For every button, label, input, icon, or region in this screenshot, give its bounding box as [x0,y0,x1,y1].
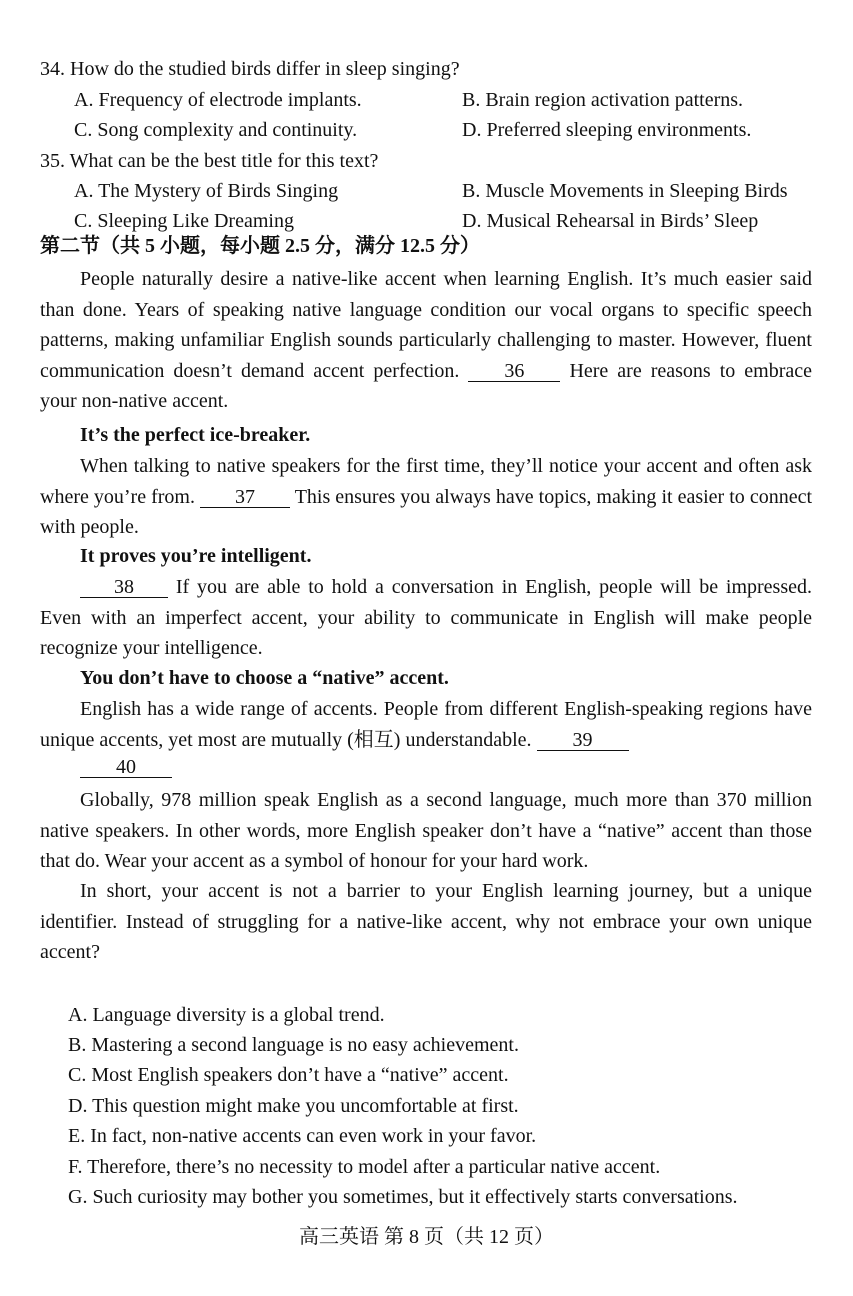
choice-e: E. In fact, non-native accents can even work in your favor. [68,1125,537,1147]
q34-option-a: A. Frequency of electrode implants. [74,89,362,111]
passage-paragraph-6: In short, your accent is not a barrier to your English learning journey, but a unique identifier. Instead of struggling for a native-like accent, why not embrace your own unique accent? [40,880,812,963]
passage-paragraph-5: Globally, 978 million speak English as a second language, much more than 370 million native speakers. In other words, more English speaker don’t have a “native” accent than those that do. Wear your accent as a symbol of honour for your hard work. [40,789,812,872]
choice-a: A. Language diversity is a global trend. [68,1004,385,1026]
q35-option-d: D. Musical Rehearsal in Birds’ Sleep [462,210,759,232]
paragraph-text: If you are able to hold a conversation in English, people will be impressed. Even with an imperfect accent, your ability to communicate in English will make people recognize your intelligence. [40,576,812,659]
blank-38: 38 [80,577,168,598]
q35-option-b: B. Muscle Movements in Sleeping Birds [462,180,788,202]
blank-36: 36 [468,361,560,382]
passage-heading-1: It’s the perfect ice-breaker. [80,424,311,446]
blank-40: 40 [80,757,172,778]
choice-g: G. Such curiosity may bother you sometimes, but it effectively starts conversations. [68,1186,738,1208]
choice-b: B. Mastering a second language is no easy achievement. [68,1034,519,1056]
q34-option-d: D. Preferred sleeping environments. [462,119,752,141]
q34-option-c: C. Song complexity and continuity. [74,119,358,141]
q35-stem: 35. What can be the best title for this text? [40,150,379,172]
passage-heading-2: It proves you’re intelligent. [80,545,312,567]
paragraph-text: English has a wide range of accents. People from different English-speaking regions have unique accents, yet most are mutually (相互) understandable. [40,698,812,751]
choice-f: F. Therefore, there’s no necessity to model after a particular native accent. [68,1156,661,1178]
passage-paragraph-1 [40,264,812,417]
passage-paragraph-2 [40,451,812,543]
q34-option-b: B. Brain region activation patterns. [462,89,744,111]
paragraph-text: Here are reasons to embrace your non-native accent. [40,359,813,412]
page-footer: 高三英语 第 8 页（共 12 页） [299,1226,554,1248]
passage-paragraph-3 [40,572,812,664]
passage-paragraph-4 [40,694,812,755]
q34-stem: 34. How do the studied birds differ in sleep singing? [40,58,460,80]
paragraph-text: This ensures you always have topics, making it easier to connect with people. [40,485,813,538]
choice-c: C. Most English speakers don’t have a “native” accent. [68,1064,509,1086]
q35-option-a: A. The Mystery of Birds Singing [74,180,339,202]
section-title: 第二节（共 5 小题，每小题 2.5 分，满分 12.5 分） [40,235,480,257]
paragraph-text: People naturally desire a native-like accent when learning English. It’s much easier said than done. Years of speaking native language condition our vocal organs to specific speech patterns, making unfamiliar English sounds particularly challenging to master. However, fluent communication doesn’t demand accent perfection. [40,268,812,382]
q35-option-c: C. Sleeping Like Dreaming [74,210,294,232]
blank-39: 39 [537,730,629,751]
passage-heading-3: You don’t have to choose a “native” accent. [80,667,449,689]
blank-37: 37 [200,487,290,508]
choice-d: D. This question might make you uncomfortable at first. [68,1095,519,1117]
blank-40-line [80,755,172,779]
paragraph-text: When talking to native speakers for the first time, they’ll notice your accent and often ask where you’re from. [40,455,812,508]
